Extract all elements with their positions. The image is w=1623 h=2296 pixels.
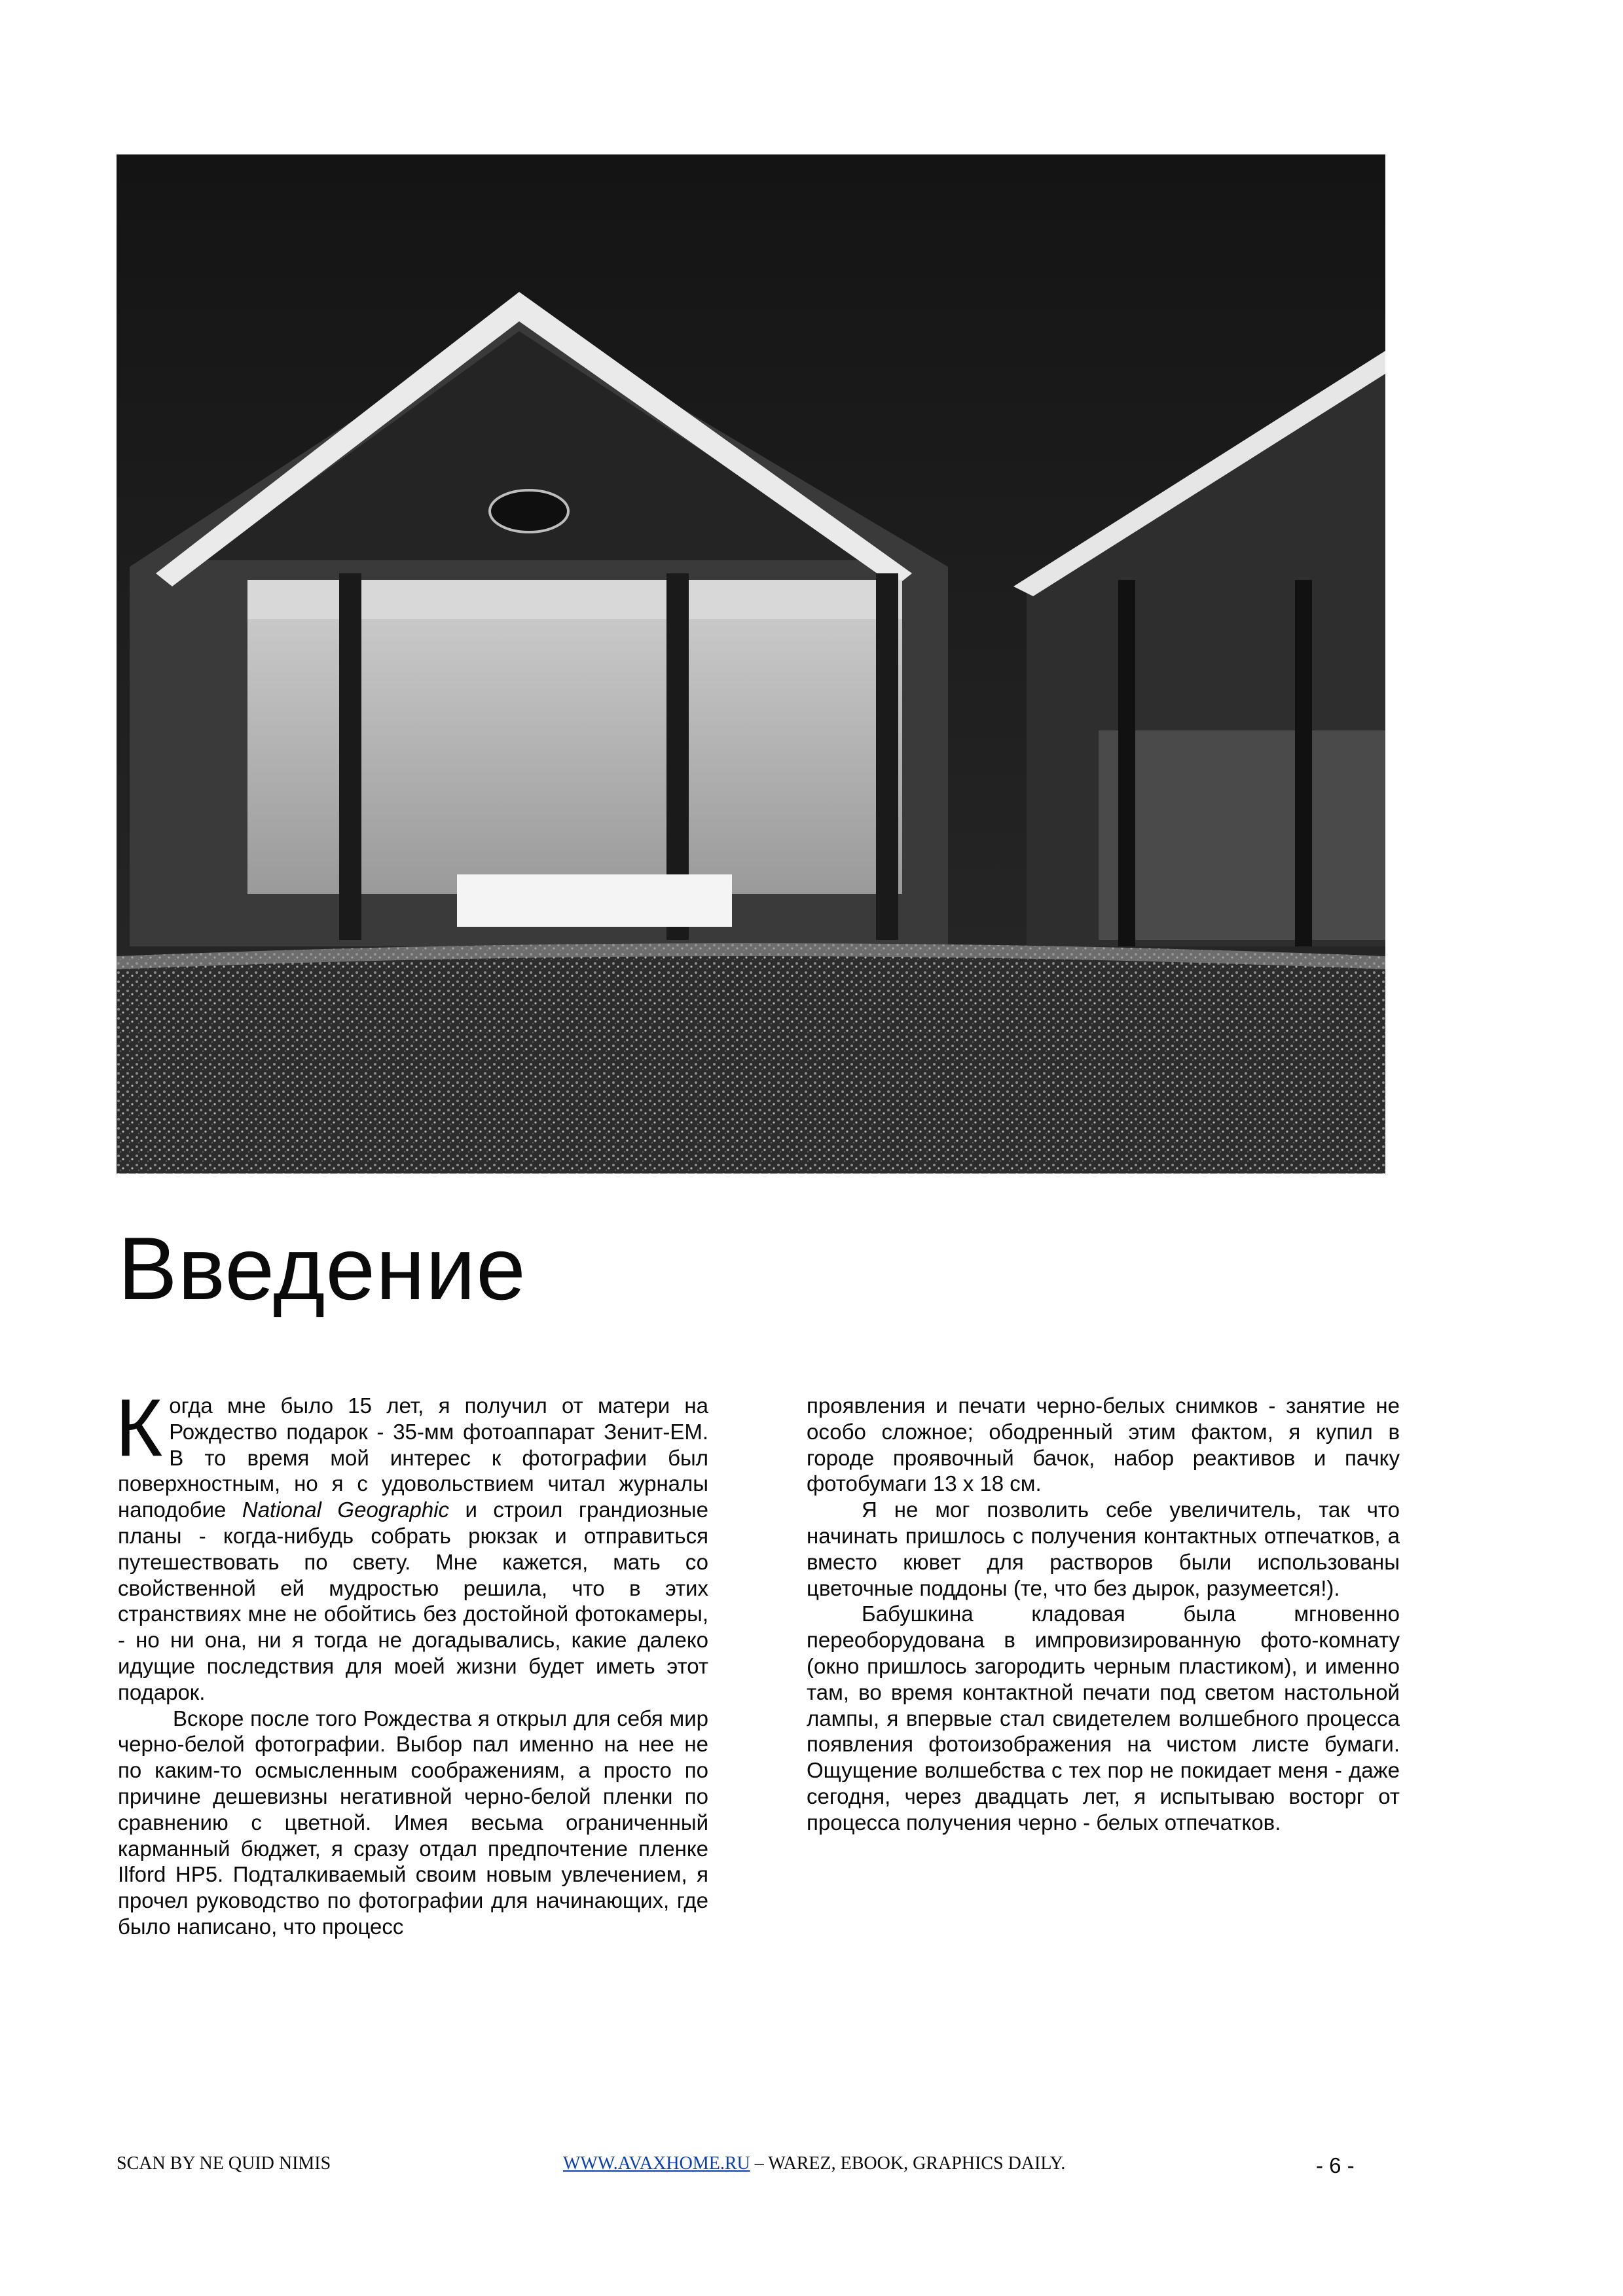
paragraph-1-rest: и строил грандиозные планы - когда-нибудь собрать рюкзак и отправиться путешествовать по свету. Мне кажется, мать со свойственной ей мудростью решила, что в этих странствиях мне не обойтись без достойной фотокамеры, - но ни она, ни я тогда не догадывались, какие далеко идущие последствия для моей жизни будет иметь этот подарок. xyxy=(118,1498,708,1704)
paragraph-1-text: огда мне было 15 лет, я получил от матери на Рождество подарок - 35-мм фотоаппарат Зенит-ЕМ. В то время мой интерес к фотографии был поверхностным, но я с удовольствием читал журналы наподобие xyxy=(118,1393,708,1522)
drop-cap: К xyxy=(115,1383,163,1473)
beach-huts-photo xyxy=(117,154,1385,1174)
beach-huts-photo-icon xyxy=(117,154,1385,1174)
footer-site xyxy=(563,2153,1065,2174)
paragraph-1 xyxy=(115,1383,708,1706)
site-link[interactable]: WWW.AVAXHOME.RU xyxy=(563,2153,750,2174)
paragraph-2: Вскоре после того Рождества я открыл для себя мир черно-белой фотографии. Выбор пал именно на нее не по каким-то осмысленным соображениям, а просто по причине дешевизны негативной черно-белой пленки по сравнению с цветной. Имея весьма ограниченный карманный бюджет, я сразу отдал предпочтение пленке Ilford HP5. Подталкиваемый своим новым увлечением, я прочел руководство по фотографии для начинающих, где было написано, что процесс xyxy=(118,1706,708,1939)
page-footer xyxy=(0,2153,1623,2186)
site-tagline: – WAREZ, EBOOK, GRAPHICS DAILY. xyxy=(750,2153,1066,2174)
page-number: - 6 - xyxy=(1316,2153,1355,2178)
scan-credit: SCAN BY NE QUID NIMIS xyxy=(117,2153,331,2174)
paragraph-4: Бабушкина кладовая была мгновенно переоборудована в импровизированную фото-комнату (окно пришлось загородить черным пластиком), и именно там, во время контактной печати под светом настольной лампы, я впервые стал свидетелем волшебного процесса появления фотоизображения на чистом листе бумаги. Ощущение волшебства с тех пор не покидает меня - даже сегодня, через двадцать лет, я испытываю восторг от процесса получения черно - белых отпечатков. xyxy=(807,1602,1400,1835)
magazine-title: National Geographic xyxy=(242,1498,450,1522)
right-column xyxy=(807,1393,1400,1836)
paragraph-3: Я не мог позволить себе увеличитель, так что начинать пришлось с получения контактных отпечатков, а вместо кювет для растворов были использованы цветочные поддоны (те, что без дырок, разумеется!). xyxy=(807,1498,1400,1600)
paragraph-2-continued: проявления и печати черно-белых снимков - занятие не особо сложное; ободренный этим фактом, я купил в городе проявочный бачок, набор реактивов и пачку фотобумаги 13 х 18 см. xyxy=(807,1393,1400,1496)
left-column xyxy=(115,1383,708,1940)
page-title: Введение xyxy=(118,1219,526,1318)
